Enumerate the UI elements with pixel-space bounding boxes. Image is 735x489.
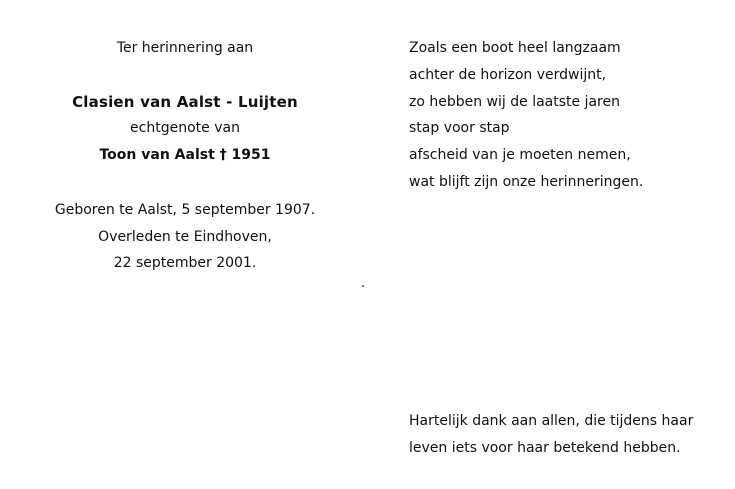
poem-line: achter de horizon verdwijnt, [409,67,607,83]
intro-text: Ter herinnering aan [116,40,254,56]
deceased-name: Clasien van Aalst - Luijten [72,93,298,111]
left-panel [40,0,330,489]
death-place-text: Overleden te Eindhoven, [98,229,272,245]
right-panel [409,0,719,489]
spouse-intro-text: echtgenote van [130,120,240,136]
poem-line: wat blijft zijn onze herinneringen. [409,174,644,190]
spouse-name: Toon van Aalst † 1951 [99,147,271,163]
thanks-line: Hartelijk dank aan allen, die tijdens haar [409,413,694,429]
birth-text: Geboren te Aalst, 5 september 1907. [54,202,316,218]
poem-line: stap voor stap [409,120,510,136]
poem-line: Zoals een boot heel langzaam [409,40,621,56]
paper-speck [362,285,364,287]
poem-line: afscheid van je moeten nemen, [409,147,631,163]
poem-line: zo hebben wij de laatste jaren [409,94,620,110]
death-date-text: 22 september 2001. [113,255,257,271]
thanks-line: leven iets voor haar betekend hebben. [409,440,681,456]
